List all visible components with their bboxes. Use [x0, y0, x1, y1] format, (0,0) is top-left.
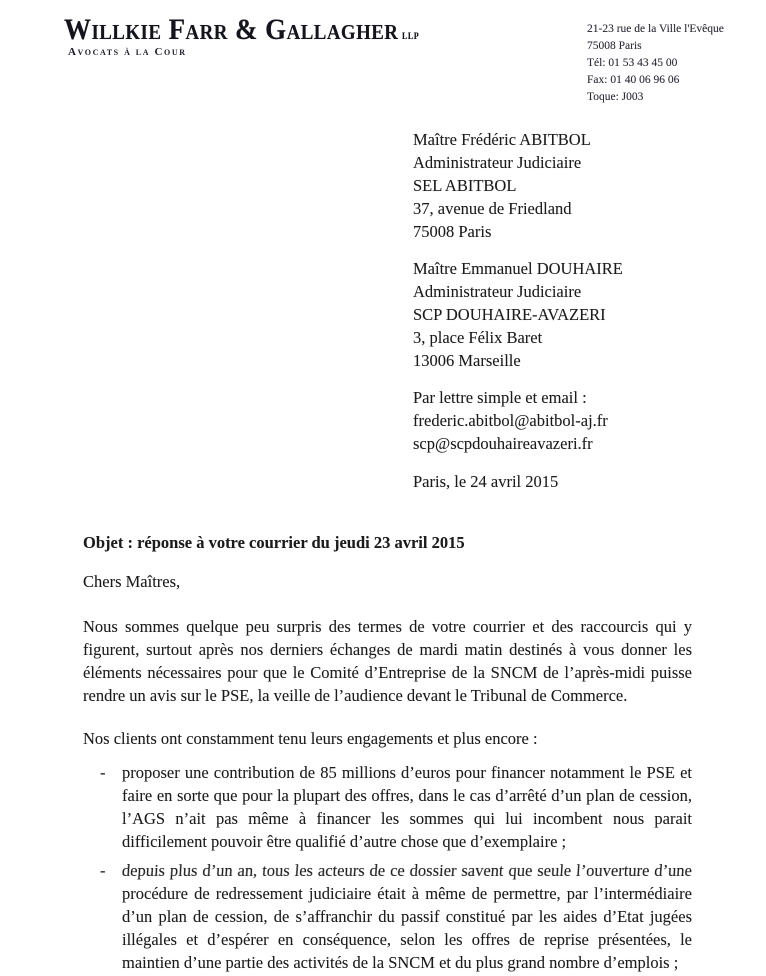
bullet-item-redressement	[83, 859, 692, 974]
body-line: Nous sommes quelque peu surpris des termes de votre courrier et des raccourcis qui y	[83, 617, 692, 636]
office-toque-line: Toque: J003	[587, 91, 644, 103]
recipient-block-douhaire	[413, 257, 733, 372]
office-address-line: 21-23 rue de la Ville l'Evêque	[587, 23, 724, 35]
body-line: depuis plus d’un an, tous les acteurs de ce dossier savent que seule l’ouverture d’une	[121, 861, 693, 880]
recipient-name: Maître Frédéric ABITBOL	[413, 130, 591, 149]
email-address-abitbol: frederic.abitbol@abitbol-aj.fr	[413, 411, 608, 430]
bullet-text	[122, 761, 692, 853]
recipient-firm: SCP DOUHAIRE-AVAZERI	[413, 305, 606, 324]
bullet-dash-marker: -	[100, 763, 106, 782]
body-line: faire en sorte que pour la plupart des offres, dans le cas d’arrêté d’un plan de cession,	[122, 786, 692, 805]
body-line: procédure de redressement judiciaire était à même de permettre, par l’intermédiaire	[122, 884, 692, 903]
recipient-street: 37, avenue de Friedland	[413, 199, 572, 218]
office-contact-block	[587, 21, 724, 106]
body-line: d’un plan de cession, de s’affranchir du passif constitué par les aides d’Etat jugées	[122, 907, 692, 926]
office-tel-line: Tél: 01 53 43 45 00	[587, 57, 678, 69]
recipient-title: Administrateur Judiciaire	[413, 282, 582, 301]
paragraph-1	[83, 615, 692, 707]
office-city-line: 75008 Paris	[587, 40, 642, 52]
office-fax-line: Fax: 01 40 06 96 06	[587, 74, 680, 86]
salutation: Chers Maîtres,	[83, 572, 181, 591]
delivery-method-label: Par lettre simple et email :	[413, 388, 587, 407]
letter-body	[83, 531, 692, 974]
subject-line: Objet : réponse à votre courrier du jeudi 23 avril 2015	[83, 533, 465, 552]
recipient-column	[413, 128, 733, 493]
body-line: illégales et d’espérer en conséquence, selon les offres de reprise présentées, le	[122, 930, 692, 949]
bullet-item-contribution	[83, 761, 692, 853]
email-address-douhaire: scp@scpdouhaireavazeri.fr	[413, 434, 593, 453]
body-line: proposer une contribution de 85 millions d’euros pour financer notamment le PSE et	[122, 763, 692, 782]
recipient-firm: SEL ABITBOL	[413, 176, 517, 195]
firm-tagline: Avocats à la Cour	[68, 46, 187, 58]
firm-suffix-llp: llp	[401, 27, 420, 42]
body-line: difficilement pouvoir être qualifié d’autre chose que d’exemplaire ;	[122, 832, 567, 851]
body-line: figurent, surtout après nos derniers échanges de mardi matin destinés à vous donner les	[83, 640, 692, 659]
firm-logotype	[64, 13, 419, 47]
body-line: maintien d’une partie des activités de la SNCM et du plus grand nombre d’emplois ;	[122, 953, 679, 972]
dateline: Paris, le 24 avril 2015	[413, 472, 559, 491]
bullet-dash-marker: -	[100, 861, 106, 880]
recipient-block-abitbol	[413, 128, 733, 243]
delivery-method-block	[413, 386, 733, 455]
recipient-title: Administrateur Judiciaire	[413, 153, 582, 172]
body-line: rendre un avis sur le PSE, la veille de l’audience devant le Tribunal de Commerce.	[83, 686, 628, 705]
recipient-name: Maître Emmanuel DOUHAIRE	[413, 259, 623, 278]
body-line: l’AGS n’ait pas même à financer les sommes qui lui incombent nous parait	[122, 809, 692, 828]
bullet-text	[122, 859, 692, 974]
engagements-intro-line: Nos clients ont constamment tenu leurs engagements et plus encore :	[83, 729, 538, 748]
firm-name-text: Willkie Farr & Gallagher	[64, 13, 399, 46]
recipient-city: 75008 Paris	[413, 222, 492, 241]
body-line: éléments nécessaires pour que le Comité d’Entreprise de la SNCM de l’après-midi puisse	[83, 663, 692, 682]
recipient-street: 3, place Félix Baret	[413, 328, 543, 347]
recipient-city: 13006 Marseille	[413, 351, 521, 370]
